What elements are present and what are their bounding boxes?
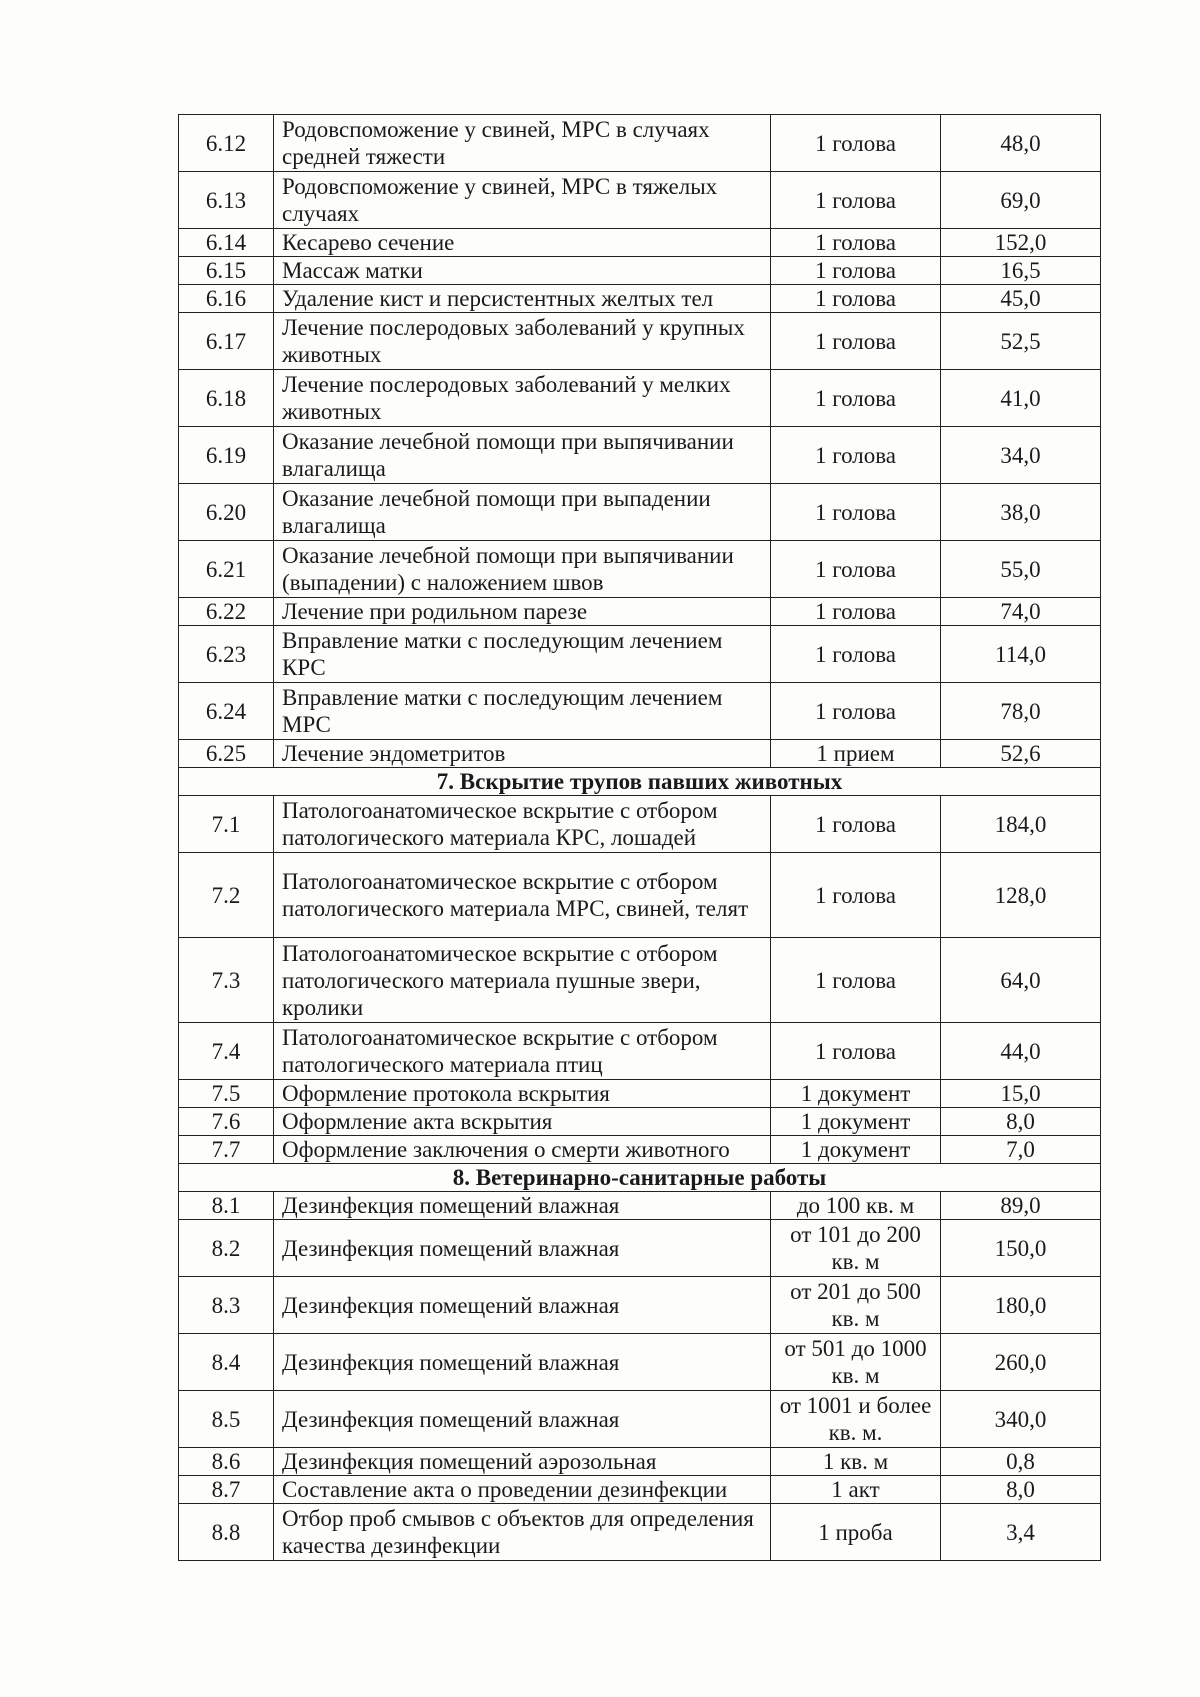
- unit-of-measure: 1 документ: [771, 1136, 941, 1164]
- table-row: [179, 257, 1101, 285]
- service-name: Оформление акта вскрытия: [274, 1108, 771, 1136]
- service-name: Родовспоможение у свиней, МРС в случаях средней тяжести: [274, 115, 771, 172]
- table-row: [179, 1391, 1101, 1448]
- table-row: [179, 1504, 1101, 1561]
- table-row: [179, 1220, 1101, 1277]
- table-row: [179, 427, 1101, 484]
- row-number: 6.13: [179, 172, 274, 229]
- row-number: 6.23: [179, 626, 274, 683]
- price-table: [178, 114, 1101, 1561]
- section-heading-row: [179, 768, 1101, 796]
- service-name: Массаж матки: [274, 257, 771, 285]
- service-name: Патологоанатомическое вскрытие с отбором патологического материала КРС, лошадей: [274, 796, 771, 853]
- table-row: [179, 1192, 1101, 1220]
- price-value: 34,0: [941, 427, 1101, 484]
- price-value: 89,0: [941, 1192, 1101, 1220]
- service-name: Удаление кист и персистентных желтых тел: [274, 285, 771, 313]
- unit-of-measure: 1 голова: [771, 626, 941, 683]
- price-table-body: [179, 115, 1101, 1561]
- unit-of-measure: 1 документ: [771, 1108, 941, 1136]
- service-name: Патологоанатомическое вскрытие с отбором патологического материала птиц: [274, 1023, 771, 1080]
- table-row: [179, 796, 1101, 853]
- section-heading: 7. Вскрытие трупов павших животных: [179, 768, 1101, 796]
- service-name: Дезинфекция помещений влажная: [274, 1334, 771, 1391]
- table-row: [179, 172, 1101, 229]
- row-number: 6.14: [179, 229, 274, 257]
- service-name: Патологоанатомическое вскрытие с отбором патологического материала МРС, свиней, телят: [274, 853, 771, 938]
- price-value: 260,0: [941, 1334, 1101, 1391]
- table-row: [179, 1023, 1101, 1080]
- price-value: 114,0: [941, 626, 1101, 683]
- unit-of-measure: 1 голова: [771, 541, 941, 598]
- unit-of-measure: 1 проба: [771, 1504, 941, 1561]
- unit-of-measure: 1 голова: [771, 313, 941, 370]
- service-name: Отбор проб смывов с объектов для определения качества дезинфекции: [274, 1504, 771, 1561]
- table-row: [179, 598, 1101, 626]
- unit-of-measure: 1 голова: [771, 796, 941, 853]
- service-name: Кесарево сечение: [274, 229, 771, 257]
- row-number: 8.6: [179, 1448, 274, 1476]
- service-name: Дезинфекция помещений влажная: [274, 1391, 771, 1448]
- price-value: 78,0: [941, 683, 1101, 740]
- service-name: Дезинфекция помещений влажная: [274, 1220, 771, 1277]
- service-name: Дезинфекция помещений влажная: [274, 1277, 771, 1334]
- unit-of-measure: 1 голова: [771, 115, 941, 172]
- table-row: [179, 115, 1101, 172]
- price-value: 52,6: [941, 740, 1101, 768]
- unit-of-measure: 1 прием: [771, 740, 941, 768]
- unit-of-measure: 1 голова: [771, 370, 941, 427]
- price-value: 128,0: [941, 853, 1101, 938]
- service-name: Оказание лечебной помощи при выпячивании (выпадении) с наложением швов: [274, 541, 771, 598]
- price-value: 48,0: [941, 115, 1101, 172]
- price-value: 45,0: [941, 285, 1101, 313]
- section-heading: 8. Ветеринарно-санитарные работы: [179, 1164, 1101, 1192]
- row-number: 6.20: [179, 484, 274, 541]
- unit-of-measure: 1 голова: [771, 285, 941, 313]
- unit-of-measure: 1 голова: [771, 427, 941, 484]
- row-number: 7.4: [179, 1023, 274, 1080]
- service-name: Оформление протокола вскрытия: [274, 1080, 771, 1108]
- unit-of-measure: от 101 до 200 кв. м: [771, 1220, 941, 1277]
- table-row: [179, 1334, 1101, 1391]
- price-value: 52,5: [941, 313, 1101, 370]
- table-row: [179, 1448, 1101, 1476]
- row-number: 7.5: [179, 1080, 274, 1108]
- table-row: [179, 626, 1101, 683]
- price-value: 340,0: [941, 1391, 1101, 1448]
- table-row: [179, 740, 1101, 768]
- row-number: 8.2: [179, 1220, 274, 1277]
- service-name: Лечение эндометритов: [274, 740, 771, 768]
- unit-of-measure: 1 голова: [771, 229, 941, 257]
- unit-of-measure: 1 голова: [771, 853, 941, 938]
- section-heading-row: [179, 1164, 1101, 1192]
- service-name: Оформление заключения о смерти животного: [274, 1136, 771, 1164]
- price-value: 150,0: [941, 1220, 1101, 1277]
- price-value: 55,0: [941, 541, 1101, 598]
- table-row: [179, 683, 1101, 740]
- price-value: 74,0: [941, 598, 1101, 626]
- table-row: [179, 313, 1101, 370]
- row-number: 6.22: [179, 598, 274, 626]
- table-row: [179, 370, 1101, 427]
- service-name: Вправление матки с последующим лечением МРС: [274, 683, 771, 740]
- price-value: 69,0: [941, 172, 1101, 229]
- row-number: 6.16: [179, 285, 274, 313]
- service-name: Дезинфекция помещений аэрозольная: [274, 1448, 771, 1476]
- table-row: [179, 1080, 1101, 1108]
- row-number: 7.1: [179, 796, 274, 853]
- row-number: 7.6: [179, 1108, 274, 1136]
- table-row: [179, 285, 1101, 313]
- price-value: 3,4: [941, 1504, 1101, 1561]
- row-number: 7.3: [179, 938, 274, 1023]
- unit-of-measure: 1 голова: [771, 484, 941, 541]
- service-name: Лечение послеродовых заболеваний у крупных животных: [274, 313, 771, 370]
- price-value: 15,0: [941, 1080, 1101, 1108]
- unit-of-measure: 1 голова: [771, 257, 941, 285]
- unit-of-measure: 1 кв. м: [771, 1448, 941, 1476]
- table-row: [179, 229, 1101, 257]
- row-number: 6.19: [179, 427, 274, 484]
- service-name: Дезинфекция помещений влажная: [274, 1192, 771, 1220]
- price-value: 38,0: [941, 484, 1101, 541]
- row-number: 8.8: [179, 1504, 274, 1561]
- price-value: 16,5: [941, 257, 1101, 285]
- row-number: 7.2: [179, 853, 274, 938]
- table-row: [179, 1136, 1101, 1164]
- row-number: 8.5: [179, 1391, 274, 1448]
- price-value: 184,0: [941, 796, 1101, 853]
- unit-of-measure: 1 голова: [771, 683, 941, 740]
- price-value: 64,0: [941, 938, 1101, 1023]
- unit-of-measure: 1 голова: [771, 598, 941, 626]
- price-value: 0,8: [941, 1448, 1101, 1476]
- price-value: 152,0: [941, 229, 1101, 257]
- row-number: 8.1: [179, 1192, 274, 1220]
- row-number: 6.24: [179, 683, 274, 740]
- price-value: 44,0: [941, 1023, 1101, 1080]
- table-row: [179, 938, 1101, 1023]
- service-name: Патологоанатомическое вскрытие с отбором патологического материала пушные звери, кролики: [274, 938, 771, 1023]
- unit-of-measure: до 100 кв. м: [771, 1192, 941, 1220]
- service-name: Составление акта о проведении дезинфекции: [274, 1476, 771, 1504]
- unit-of-measure: 1 голова: [771, 172, 941, 229]
- service-name: Оказание лечебной помощи при выпячивании влагалища: [274, 427, 771, 484]
- table-row: [179, 853, 1101, 938]
- price-value: 180,0: [941, 1277, 1101, 1334]
- unit-of-measure: 1 документ: [771, 1080, 941, 1108]
- unit-of-measure: 1 акт: [771, 1476, 941, 1504]
- unit-of-measure: 1 голова: [771, 938, 941, 1023]
- service-name: Оказание лечебной помощи при выпадении влагалища: [274, 484, 771, 541]
- service-name: Лечение послеродовых заболеваний у мелких животных: [274, 370, 771, 427]
- row-number: 8.7: [179, 1476, 274, 1504]
- row-number: 6.18: [179, 370, 274, 427]
- table-row: [179, 1108, 1101, 1136]
- unit-of-measure: от 201 до 500 кв. м: [771, 1277, 941, 1334]
- row-number: 8.3: [179, 1277, 274, 1334]
- row-number: 6.15: [179, 257, 274, 285]
- row-number: 6.17: [179, 313, 274, 370]
- row-number: 6.25: [179, 740, 274, 768]
- service-name: Лечение при родильном парезе: [274, 598, 771, 626]
- row-number: 7.7: [179, 1136, 274, 1164]
- table-row: [179, 541, 1101, 598]
- row-number: 6.12: [179, 115, 274, 172]
- row-number: 6.21: [179, 541, 274, 598]
- price-value: 41,0: [941, 370, 1101, 427]
- price-value: 8,0: [941, 1476, 1101, 1504]
- unit-of-measure: от 501 до 1000 кв. м: [771, 1334, 941, 1391]
- table-row: [179, 1476, 1101, 1504]
- service-name: Вправление матки с последующим лечением КРС: [274, 626, 771, 683]
- price-value: 7,0: [941, 1136, 1101, 1164]
- price-value: 8,0: [941, 1108, 1101, 1136]
- unit-of-measure: 1 голова: [771, 1023, 941, 1080]
- table-row: [179, 1277, 1101, 1334]
- unit-of-measure: от 1001 и более кв. м.: [771, 1391, 941, 1448]
- row-number: 8.4: [179, 1334, 274, 1391]
- table-row: [179, 484, 1101, 541]
- service-name: Родовспоможение у свиней, МРС в тяжелых случаях: [274, 172, 771, 229]
